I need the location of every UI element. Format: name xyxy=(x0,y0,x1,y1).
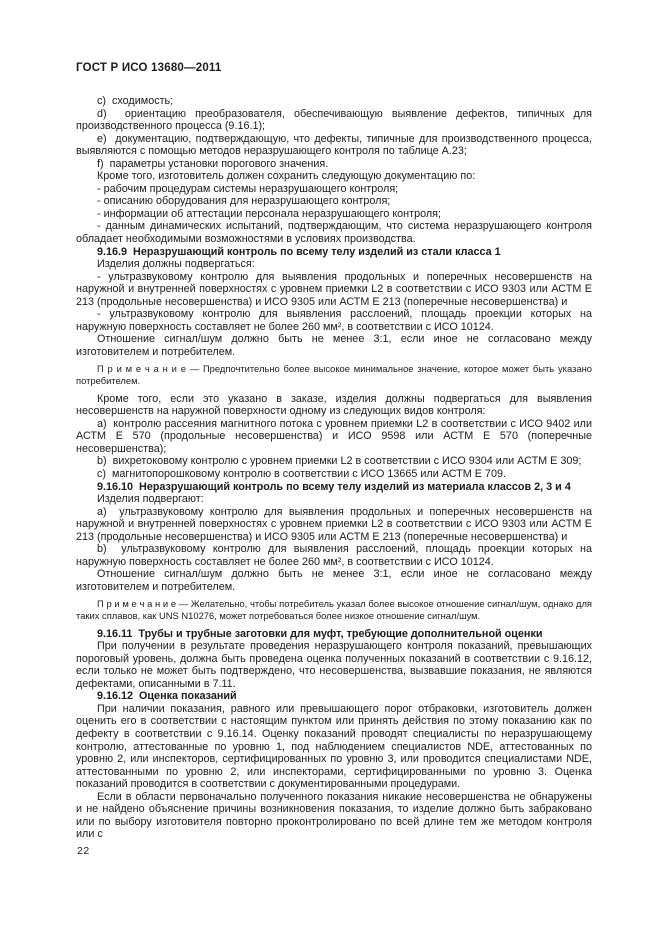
paragraph: a) контролю рассеяния магнитного потока с уровнем приемки L2 в соответствии с ИСО 9402 или АСТМ Е 570 (продольные несовершенства) и ИСО 9598 или АСТМ Е 570 (поперечные несовершенства); xyxy=(76,417,592,455)
section-heading: 9.16.12 Оценка показаний xyxy=(97,690,237,703)
paragraph: - информации об аттестации персонала неразрушающего контроля; xyxy=(97,207,442,220)
paragraph: - рабочим процедурам системы неразрушающего контроля; xyxy=(97,182,399,195)
paragraph: f) параметры установки порогового значения. xyxy=(97,157,329,170)
paragraph: Отношение сигнал/шум должно быть не менее 3:1, если иное не согласовано между изготовителем и потребителем. xyxy=(76,568,592,593)
paragraph: Отношение сигнал/шум должно быть не менее 3:1, если иное не согласовано между изготовителем и потребителем. xyxy=(76,333,592,358)
document-body xyxy=(76,95,592,841)
paragraph: При получении в результате проведения неразрушающего контроля показаний, превышающих пороговый уровень, должна быть проведена оценка полученных показаний в соответствии с 9.16.12, если только не может быть подтверждено, что несовершенства, вызвавшие показания, не являются дефектами, описанными в 7.11. xyxy=(76,640,592,690)
paragraph: - ультразвуковому контролю для выявления продольных и поперечных несовершенств на наружной и внутренней поверхностях с уровнем приемки L2 в соответствии с ИСО 9303 или АСТМ Е 213 (продольные несовершенства) и ИСО 9305 или АСТМ Е 213 (поперечные несовершенства) и xyxy=(76,270,592,308)
paragraph: Если в области первоначально полученного показания никакие несовершенства не обнаружены и не найдено объяснение причины возникновения показания, то изделие должно быть забраковано или по выбору изготовителя повторно проконтролировано по всей длине тем же методом контроля или с xyxy=(76,790,592,841)
paragraph: - описанию оборудования для неразрушающего контроля; xyxy=(97,195,391,208)
paragraph: e) документацию, подтверждающую, что дефекты, типичные для производственного процесса, выявляются с помощью методов неразрушающего контроля по таблице А.23; xyxy=(76,132,592,158)
paragraph: - данным динамических испытаний, подтверждающим, что система неразрушающего контроля обладает необходимыми возможностями в условиях производства. xyxy=(76,220,592,246)
paragraph: c) магнитопорошковому контролю в соответствии с ИСО 13665 или АСТМ Е 709. xyxy=(97,467,506,480)
paragraph: a) ультразвуковому контролю для выявления продольных и поперечных несовершенств на наружной и внутренней поверхностях с уровнем приемки L2 в соответствии с ИСО 9303 или АСТМ Е 213 (продольные несовершенства) и ИСО 9305 или АСТМ Е 213 (поперечные несовершенства) и xyxy=(76,505,592,543)
paragraph: Кроме того, изготовитель должен сохранить следующую документацию по: xyxy=(97,170,476,183)
paragraph: c) сходимость; xyxy=(97,95,174,107)
paragraph: b) ультразвуковому контролю для выявления расслоений, площадь проекции которых на наружную поверхность составляет не более 260 мм², в соответствии с ИСО 10124. xyxy=(76,543,592,568)
section-heading: 9.16.11 Трубы и трубные заготовки для муфт, требующие дополнительной оценки xyxy=(97,627,543,640)
note-paragraph: П р и м е ч а н и е — Желательно, чтобы потребитель указал более высокое отношение сигнал/шум, однако для таких сплавов, как UNS N10276, может потребоваться более низкое отношение сигнал/шум. xyxy=(76,598,592,622)
doc-header: ГОСТ Р ИСО 13680—2011 xyxy=(76,62,222,74)
paragraph: Изделия подвергают: xyxy=(97,493,204,506)
paragraph: Изделия должны подвергаться: xyxy=(97,258,255,271)
note-paragraph: П р и м е ч а н и е — Предпочтительно более высокое минимальное значение, которое может быть указано потребителем. xyxy=(76,363,592,387)
paragraph: d) ориентацию преобразователя, обеспечивающую выявление дефектов, типичных для производственного процесса (9.16.1); xyxy=(76,107,592,133)
paragraph: Кроме того, если это указано в заказе, изделия должны подвергаться для выявления несовершенств на наружной поверхности одному из следующих видов контроля: xyxy=(76,392,592,418)
paragraph: b) вихретоковому контролю с уровнем приемки L2 в соответствии с ИСО 9304 или АСТМ Е 309; xyxy=(97,455,582,468)
paragraph: - ультразвуковому контролю для выявления расслоений, площадь проекции которых на наружную поверхность составляет не более 260 мм², в соответствии с ИСО 10124. xyxy=(76,308,592,333)
paragraph: При наличии показания, равного или превышающего порог отбраковки, изготовитель должен оценить его в соответствии с настоящим пунктом или принять действия по этому показанию как по дефекту в соответствии с 9.16.14. Оценку показаний проводят специалисты по неразрушающему контролю, аттестованные по уровню 1, под наблюдением специалистов NDE, аттестованных по уровню 2, или инспекторов, сертифицированных по уровню 3, или проводится специалистами NDE, аттестованными по уровню 2, или инспекторами, сертифицированными по уровню 3. Оценка показаний проводится в соответствии с документированными процедурами. xyxy=(76,702,592,791)
section-heading: 9.16.10 Неразрушающий контроль по всему телу изделий из материала классов 2, 3 и 4 xyxy=(97,480,571,493)
section-heading: 9.16.9 Неразрушающий контроль по всему телу изделий из стали класса 1 xyxy=(97,245,501,258)
page-number: 22 xyxy=(77,845,90,857)
